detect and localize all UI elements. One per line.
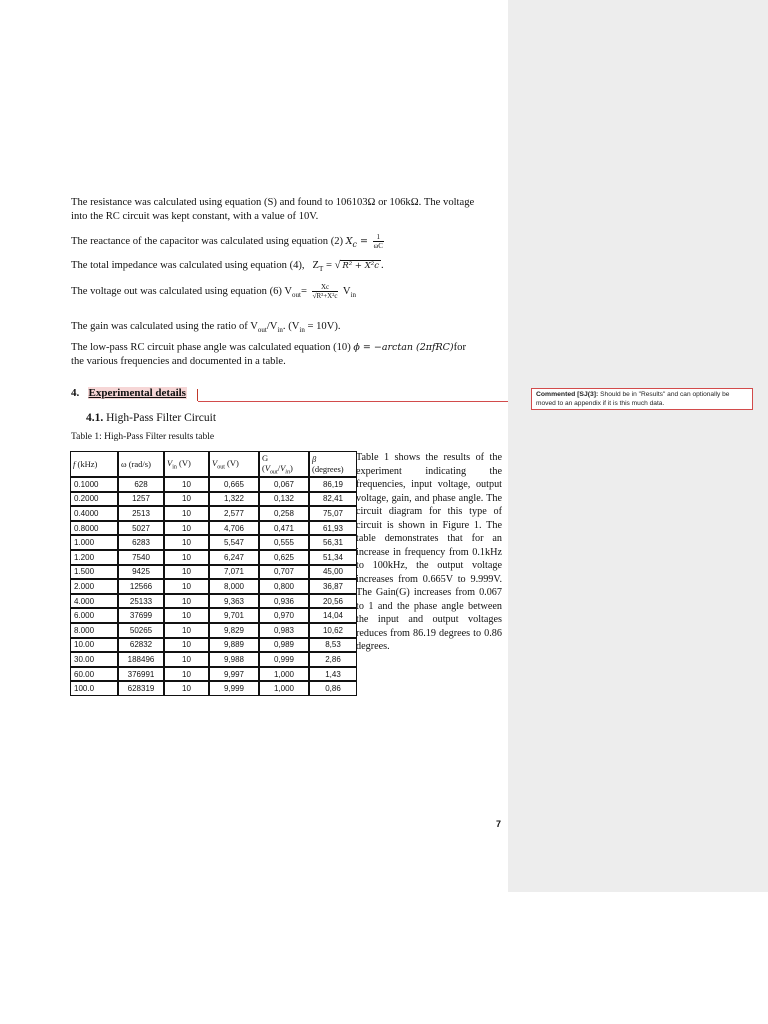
section-heading: [71, 387, 187, 399]
table-cell: 7,071: [209, 565, 259, 580]
table-cell: 9,999: [209, 681, 259, 696]
table-cell: 9,829: [209, 623, 259, 638]
table-cell: 100.0: [70, 681, 118, 696]
table-cell: 86,19: [309, 477, 357, 492]
table-cell: 0,800: [259, 579, 309, 594]
table-cell: 10: [164, 506, 209, 521]
comment-author: Commented [SJ(3]:: [536, 391, 599, 398]
table-cell: 0,665: [209, 477, 259, 492]
table-cell: 0,132: [259, 492, 309, 507]
paragraph-gain: The gain was calculated using the ratio of $V_{out}/V_{in}$. $(V_{in} = 10V)$.: [71, 321, 341, 335]
paragraph-impedance: [71, 259, 503, 276]
table-cell: 14,04: [309, 608, 357, 623]
table-cell: 30.00: [70, 652, 118, 667]
text: The total impedance was calculated using equation (4),: [71, 260, 305, 271]
results-table: [70, 451, 357, 696]
phase-equation: ϕ = −arctan (2πfRC): [353, 342, 454, 353]
table-header-row: [70, 451, 357, 477]
table-cell: 0,970: [259, 608, 309, 623]
table-cell: 75,07: [309, 506, 357, 521]
table-cell: 0,999: [259, 652, 309, 667]
table-cell: 6,247: [209, 550, 259, 565]
table-cell: 36,87: [309, 579, 357, 594]
text: The reactance of the capacitor was calculated using equation (2): [71, 235, 344, 247]
table-cell: 82,41: [309, 492, 357, 507]
table-cell: 45,00: [309, 565, 357, 580]
header-frequency: f (kHz): [70, 451, 118, 477]
table-cell: 20,56: [309, 594, 357, 609]
table-caption: Table 1: High-Pass Filter results table: [71, 432, 215, 442]
section-title: Experimental details: [88, 387, 186, 399]
reactance-fraction: $\frac{1}{\omega C}$: [373, 233, 383, 250]
table-cell: 0,625: [259, 550, 309, 565]
table-row: [70, 477, 357, 492]
subsection-number: 4.1.: [86, 412, 104, 424]
table-row: [70, 608, 357, 623]
table-cell: 10: [164, 623, 209, 638]
table-cell: 1.500: [70, 565, 118, 580]
table-cell: 0,067: [259, 477, 309, 492]
table-row: [70, 521, 357, 536]
table-cell: 9,889: [209, 638, 259, 653]
table-row: [70, 579, 357, 594]
table-cell: 0.2000: [70, 492, 118, 507]
table-cell: 0,983: [259, 623, 309, 638]
table-cell: 56,31: [309, 535, 357, 550]
table-cell: 2,86: [309, 652, 357, 667]
reactance-equation: $X_c$ =: [345, 235, 368, 249]
table-cell: 51,34: [309, 550, 357, 565]
section-number: 4.: [71, 387, 80, 399]
table-cell: 60.00: [70, 667, 118, 682]
vout-fraction: $\frac{Xc}{\text{√R²+X²c}}$: [312, 283, 338, 300]
table-cell: 1257: [118, 492, 164, 507]
table-row: [70, 638, 357, 653]
table-cell: 628319: [118, 681, 164, 696]
table-cell: 2.000: [70, 579, 118, 594]
table-cell: 10: [164, 667, 209, 682]
paragraph-reactance: [71, 233, 503, 252]
table-cell: 9,988: [209, 652, 259, 667]
table-cell: 12566: [118, 579, 164, 594]
impedance-equation: $Z_T$ = √ R² + X²c .: [312, 260, 384, 274]
table-cell: 10: [164, 535, 209, 550]
table-cell: 0,258: [259, 506, 309, 521]
page-number: 7: [496, 819, 502, 829]
table-cell: 4.000: [70, 594, 118, 609]
table-description: Table 1 shows the results of the experiment indicating the frequencies, input voltage, output voltage, gain, and phase angle. The circuit diagram for this type of circuit is shown in Figure 1. The table demonstrates that for an increase in frequency from 0.1kHz to 100kHz, the output voltage increases from 0.665V to 9.999V. The Gain(G) increases from 0.067 to 1 and the phase angle between the input and output voltages reduces from 86.19 degrees to 0.86 degrees.: [356, 452, 502, 652]
table-cell: 0,936: [259, 594, 309, 609]
table-row: [70, 667, 357, 682]
table-cell: 37699: [118, 608, 164, 623]
table-row: [70, 492, 357, 507]
table-cell: 2513: [118, 506, 164, 521]
table-cell: 6283: [118, 535, 164, 550]
table-row: [70, 681, 357, 696]
table-cell: 8,000: [209, 579, 259, 594]
paragraph-resistance: [71, 196, 503, 224]
table-cell: 2,577: [209, 506, 259, 521]
table-cell: 0.8000: [70, 521, 118, 536]
table-cell: 10: [164, 521, 209, 536]
comment-connector-line: [198, 401, 532, 402]
text: Ω or 106k: [367, 197, 411, 208]
text: into the RC circuit was kept constant, with a value of 10V.: [71, 211, 319, 222]
table-cell: 10: [164, 594, 209, 609]
table-cell: 9425: [118, 565, 164, 580]
table-cell: 0,86: [309, 681, 357, 696]
comment-anchor: [197, 389, 198, 401]
table-cell: 9,997: [209, 667, 259, 682]
table-row: [70, 652, 357, 667]
table-row: [70, 565, 357, 580]
table-cell: 5,547: [209, 535, 259, 550]
table-cell: 62832: [118, 638, 164, 653]
table-cell: 10: [164, 477, 209, 492]
table-cell: 1.000: [70, 535, 118, 550]
paragraph-phase: The low-pass RC circuit phase angle was calculated equation (10) ϕ = −arctan (2πfRC)for the various frequencies and documented in a table.: [71, 342, 466, 367]
table-cell: 0,555: [259, 535, 309, 550]
table-row: [70, 550, 357, 565]
table-cell: 9,363: [209, 594, 259, 609]
table-cell: 7540: [118, 550, 164, 565]
header-vin: $V_{in}$ (V): [164, 451, 209, 477]
table-cell: 628: [118, 477, 164, 492]
table-cell: 10: [164, 550, 209, 565]
header-gain: G $(V_{out}/V_{in})$: [259, 451, 309, 477]
table-cell: 1,322: [209, 492, 259, 507]
text: The voltage out was calculated using equation (6) V: [71, 285, 293, 297]
table-cell: 8,53: [309, 638, 357, 653]
header-vout: $V_{out}$ (V): [209, 451, 259, 477]
table-cell: 0,471: [259, 521, 309, 536]
comment-text: Should be in "Results" and can optionally be moved to an appendix if it is this much data.: [536, 391, 730, 407]
table-cell: 4,706: [209, 521, 259, 536]
table-cell: 1,000: [259, 681, 309, 696]
table-cell: 10: [164, 681, 209, 696]
comment-bubble[interactable]: [531, 388, 753, 410]
table-cell: 9,701: [209, 608, 259, 623]
table-row: [70, 506, 357, 521]
table-row: [70, 623, 357, 638]
table-cell: 376991: [118, 667, 164, 682]
header-phase: β (degrees): [309, 451, 357, 477]
header-omega: ω (rad/s): [118, 451, 164, 477]
table-cell: 0.4000: [70, 506, 118, 521]
paragraph-vout: The voltage out was calculated using equation (6) $V_{out}=$ $\frac{Xc}{\text{√R²+X²c}}$ $V_{in}$: [71, 283, 357, 300]
table-row: [70, 594, 357, 609]
table-cell: 10: [164, 608, 209, 623]
table-cell: 10: [164, 652, 209, 667]
comment-margin: [508, 0, 768, 892]
table-cell: 1,43: [309, 667, 357, 682]
table-cell: 10: [164, 579, 209, 594]
table-cell: 0,989: [259, 638, 309, 653]
text: Ω. The voltage: [410, 197, 475, 208]
subsection-heading: [86, 412, 216, 424]
table-cell: 10,62: [309, 623, 357, 638]
table-cell: 10: [164, 492, 209, 507]
table-cell: 188496: [118, 652, 164, 667]
table-cell: 8.000: [70, 623, 118, 638]
table-cell: 0,707: [259, 565, 309, 580]
table-cell: 10: [164, 638, 209, 653]
table-cell: 5027: [118, 521, 164, 536]
table-cell: 10: [164, 565, 209, 580]
subsection-title: High-Pass Filter Circuit: [106, 412, 217, 424]
table-cell: 6.000: [70, 608, 118, 623]
table-cell: 1,000: [259, 667, 309, 682]
text: The resistance was calculated using equation (S) and found to 106103: [71, 197, 368, 208]
table-row: [70, 535, 357, 550]
table-cell: 10.00: [70, 638, 118, 653]
table-cell: 1.200: [70, 550, 118, 565]
table-cell: 25133: [118, 594, 164, 609]
table-cell: 61,93: [309, 521, 357, 536]
table-cell: 50265: [118, 623, 164, 638]
table-cell: 0.1000: [70, 477, 118, 492]
